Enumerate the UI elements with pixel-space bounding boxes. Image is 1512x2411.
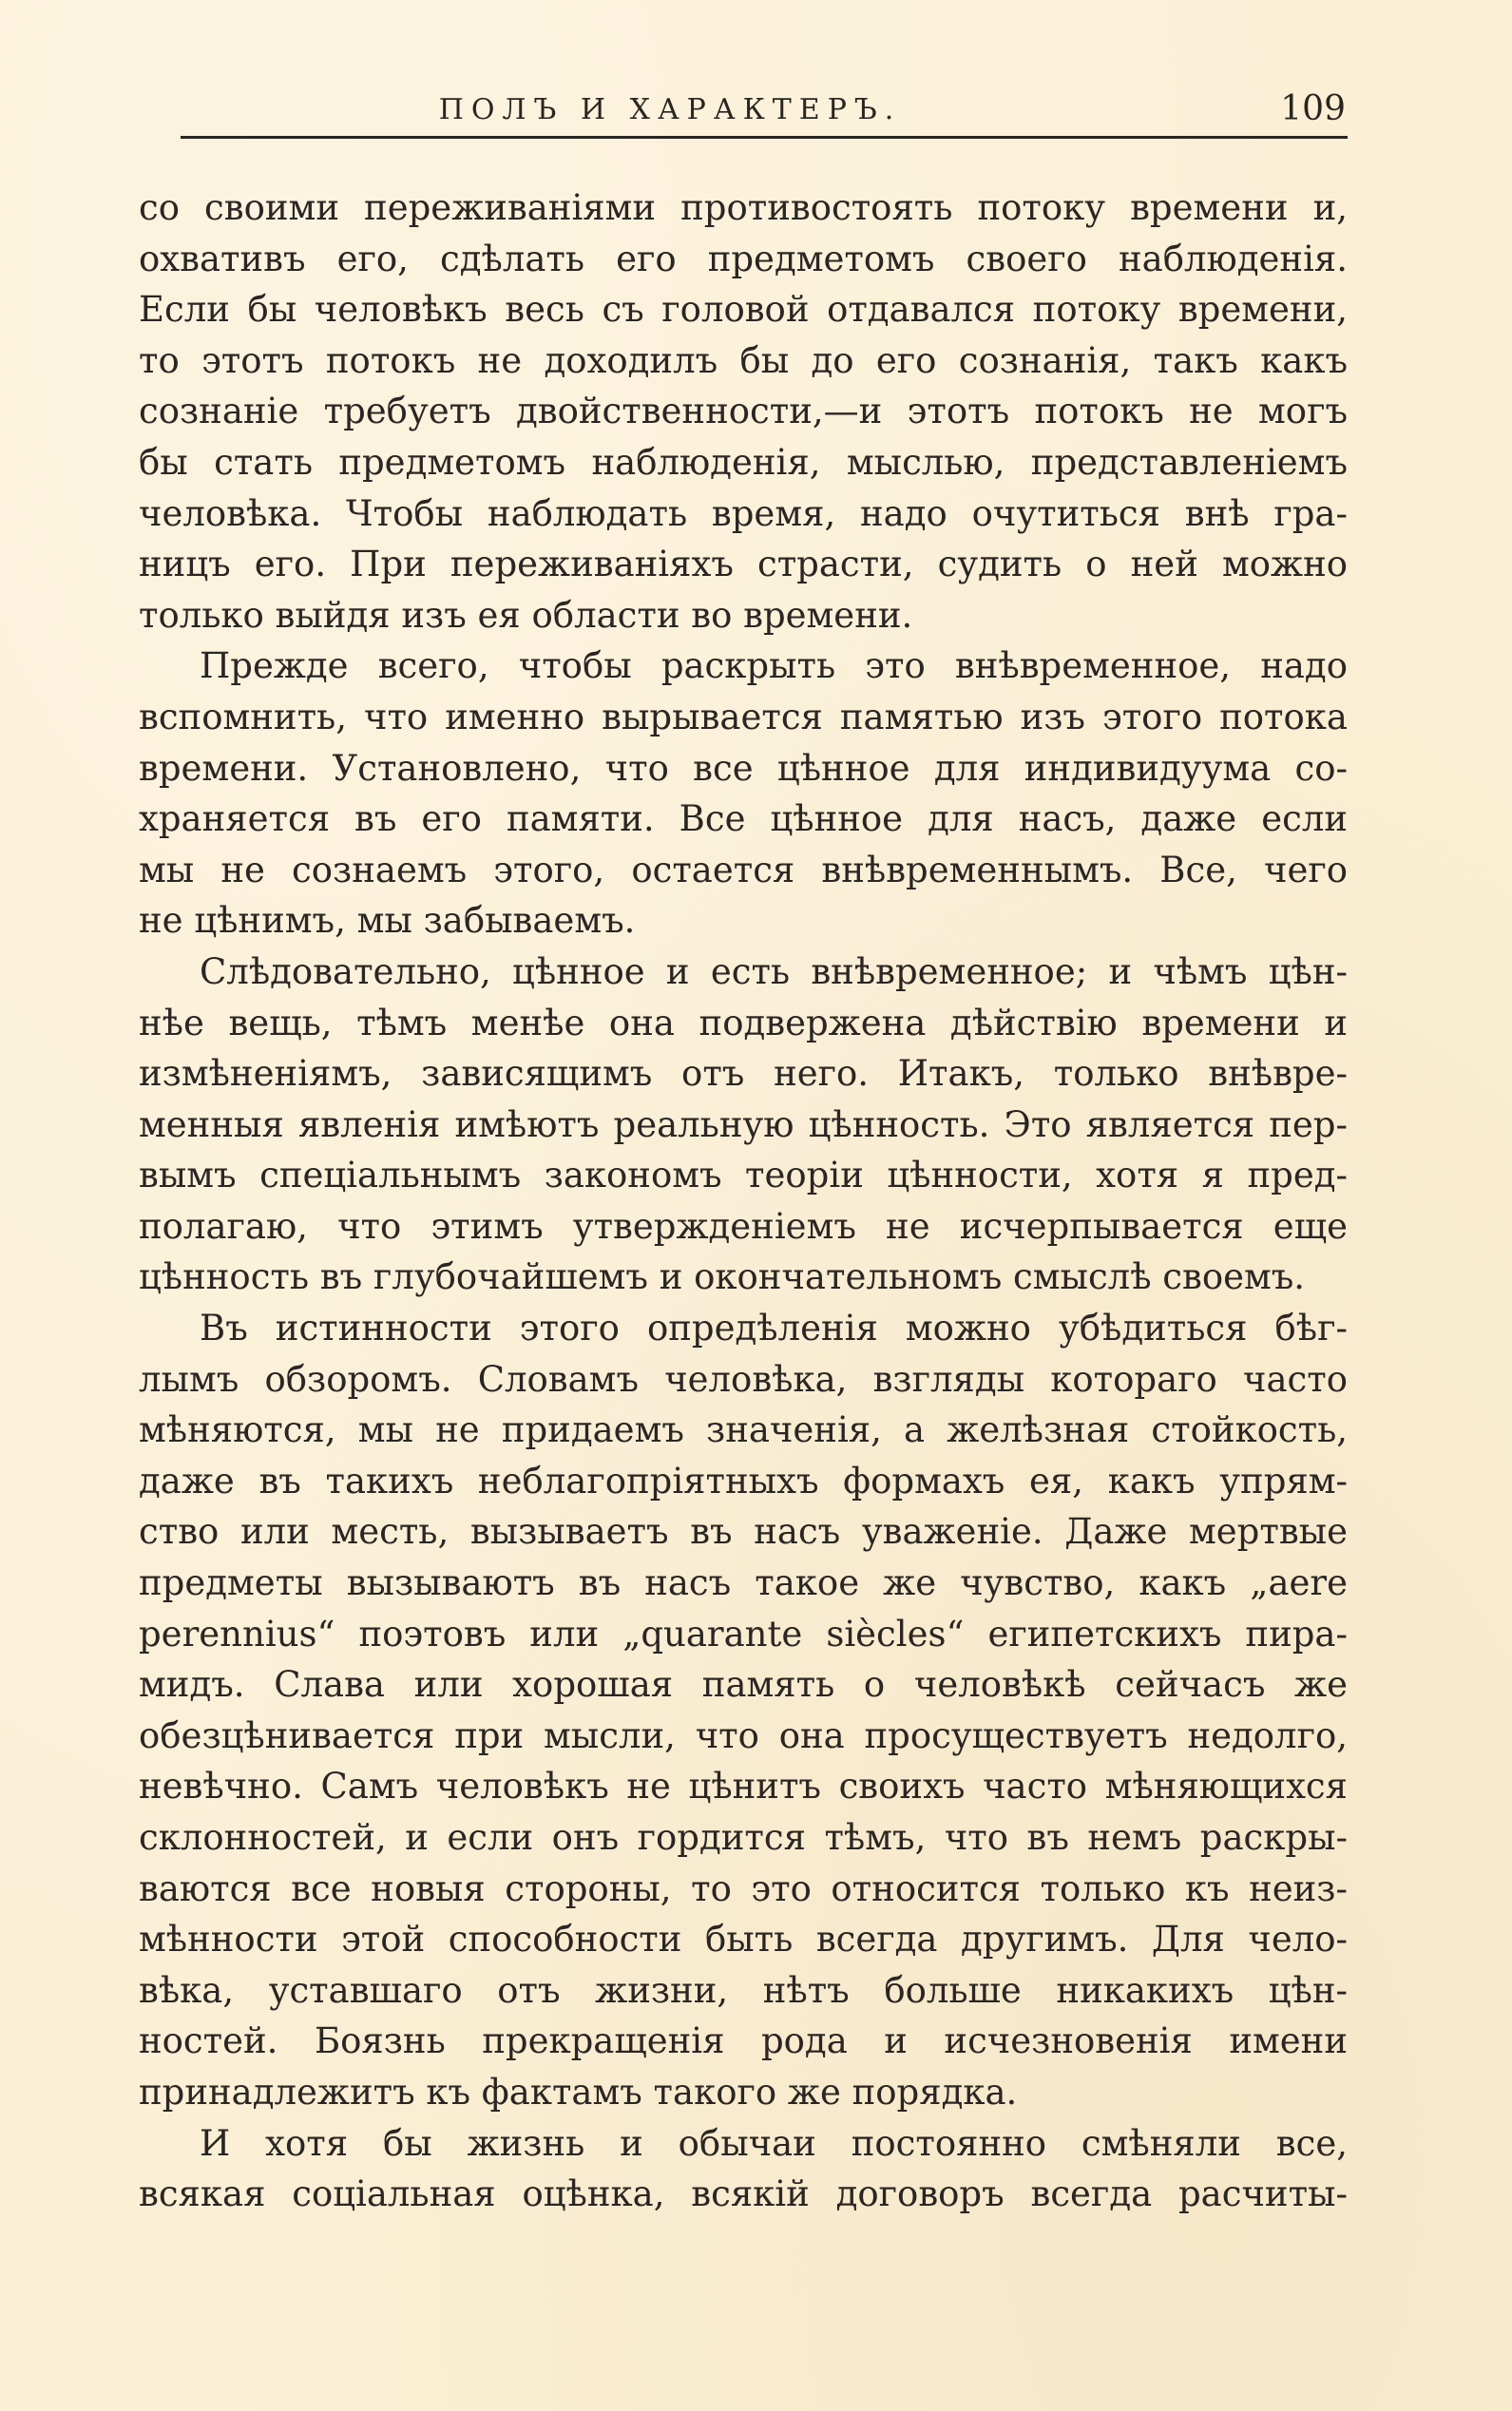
text-line: полагаю, что этимъ утвержденіемъ не исчерпывается еще: [139, 1205, 1348, 1247]
text-line: бы стать предметомъ наблюденія, мыслью, представленіемъ: [139, 441, 1348, 483]
text-line: цѣнность въ глубочайшемъ и окончательномъ смыслѣ своемъ.: [139, 1256, 1306, 1298]
text-line: даже въ такихъ неблагопріятныхъ формахъ ея, какъ упрям-: [139, 1460, 1348, 1502]
text-line: времени. Установлено, что все цѣнное для индивидуума со-: [139, 747, 1348, 789]
running-title: ПОЛЪ И ХАРАКТЕРЪ.: [438, 93, 902, 126]
text-line: принадлежитъ къ фактамъ такого же порядка.: [139, 2071, 1018, 2113]
text-line: мы не сознаемъ этого, остается внѣвременнымъ. Все, чего: [139, 849, 1348, 890]
text-line: охвативъ его, сдѣлать его предметомъ своего наблюденія.: [139, 238, 1348, 279]
text-line: Въ истинности этого опредѣленія можно убѣдиться бѣг-: [200, 1308, 1348, 1349]
text-line: нѣе вещь, тѣмъ менѣе она подвержена дѣйствію времени и: [139, 1002, 1348, 1043]
text-line: только выйдя изъ ея области во времени.: [139, 594, 913, 636]
text-line: мѣнности этой способности быть всегда другимъ. Для чело-: [139, 1919, 1348, 1961]
text-line: всякая соціальная оцѣнка, всякій договоръ всегда расчиты-: [139, 2173, 1348, 2215]
text-line: человѣка. Чтобы наблюдать время, надо очутиться внѣ гра-: [139, 492, 1348, 534]
text-line: ницъ его. При переживаніяхъ страсти, судить о ней можно: [139, 544, 1348, 585]
text-line: вѣка, уставшаго отъ жизни, нѣтъ больше никакихъ цѣн-: [139, 1969, 1348, 2011]
text-line: Если бы человѣкъ весь съ головой отдавался потоку времени,: [139, 289, 1348, 331]
text-line: не цѣнимъ, мы забываемъ.: [139, 900, 636, 942]
text-line: менныя явленія имѣютъ реальную цѣнность. Это является пер-: [139, 1103, 1348, 1145]
text-line: вымъ спеціальнымъ закономъ теоріи цѣнности, хотя я пред-: [139, 1155, 1348, 1196]
text-line: мѣняются, мы не придаемъ значенія, а желѣзная стойкость,: [139, 1409, 1348, 1451]
page-number: 109: [1280, 89, 1346, 128]
text-line: то этотъ потокъ не доходилъ бы до его сознанія, такъ какъ: [139, 339, 1348, 381]
text-line: храняется въ его памяти. Все цѣнное для насъ, даже если: [139, 798, 1348, 840]
text-line: невѣчно. Самъ человѣкъ не цѣнитъ своихъ часто мѣняющихся: [139, 1766, 1348, 1808]
text-line: склонностей, и если онъ гордится тѣмъ, что въ немъ раскры-: [139, 1817, 1348, 1858]
header-rule: [181, 136, 1348, 139]
text-line: со своими переживаніями противостоять потоку времени и,: [139, 187, 1348, 228]
text-line: сознаніе требуетъ двойственности,—и этотъ потокъ не могъ: [139, 391, 1348, 432]
text-line: вспомнить, что именно вырывается памятью изъ этого потока: [139, 696, 1348, 737]
text-line: ство или месть, вызываетъ въ насъ уваженіе. Даже мертвые: [139, 1511, 1348, 1553]
text-line: perennius“ поэтовъ или „quarante siècles“ египетскихъ пира-: [139, 1613, 1348, 1655]
text-line: Слѣдовательно, цѣнное и есть внѣвременное; и чѣмъ цѣн-: [200, 950, 1348, 992]
text-line: ваются все новыя стороны, то это относится только къ неиз-: [139, 1867, 1348, 1909]
body-text: [139, 182, 1348, 2220]
text-line: Прежде всего, чтобы раскрыть это внѣвременное, надо: [200, 645, 1348, 687]
text-line: измѣненіямъ, зависящимъ отъ него. Итакъ, только внѣвре-: [139, 1053, 1348, 1095]
running-header: [181, 87, 1349, 133]
text-line: лымъ обзоромъ. Словамъ человѣка, взгляды котораго часто: [139, 1358, 1348, 1400]
text-line: обезцѣнивается при мысли, что она просуществуетъ недолго,: [139, 1714, 1348, 1756]
text-line: И хотя бы жизнь и обычаи постоянно смѣняли все,: [200, 2122, 1348, 2164]
text-line: ностей. Боязнь прекращенія рода и исчезновенія имени: [139, 2020, 1348, 2062]
text-line: мидъ. Слава или хорошая память о человѣкѣ сейчасъ же: [139, 1664, 1348, 1706]
text-line: предметы вызываютъ въ насъ такое же чувство, какъ „aere: [139, 1562, 1348, 1604]
